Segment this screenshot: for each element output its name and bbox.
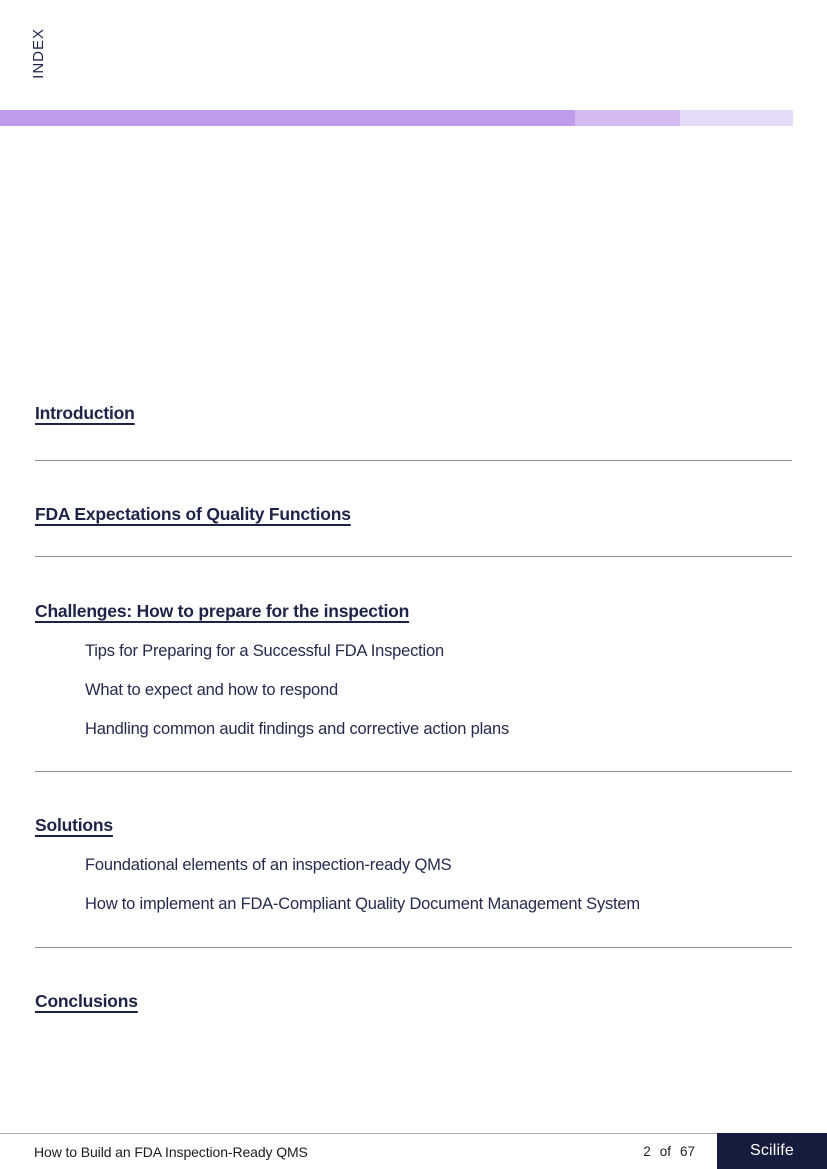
accent-bar-segment-light [680,110,793,126]
accent-bar-segment-medium [575,110,680,126]
toc-subitem-handling-audit-findings[interactable]: Handling common audit findings and corrective action plans [85,720,510,738]
accent-gradient-bar [0,110,827,126]
page-separator: of [659,1144,671,1159]
page-number: 2 [643,1144,651,1159]
page-total: 67 [679,1144,695,1159]
section-divider [35,460,792,461]
toc-link-challenges[interactable]: Challenges: How to prepare for the inspection [35,601,410,621]
index-vertical-label: INDEX [30,28,47,79]
toc-subitem-tips-for-preparing[interactable]: Tips for Preparing for a Successful FDA Inspection [85,642,444,660]
section-divider [35,947,792,948]
footer-divider [0,1133,827,1134]
footer-document-title: How to Build an FDA Inspection-Ready QMS [34,1144,308,1160]
toc-subitem-what-to-expect[interactable]: What to expect and how to respond [85,681,338,699]
scilife-logo-badge[interactable]: Scilife [717,1133,827,1169]
accent-bar-segment-dark [0,110,575,126]
toc-link-fda-expectations[interactable]: FDA Expectations of Quality Functions [35,504,351,524]
toc-link-conclusions[interactable]: Conclusions [35,991,138,1011]
toc-subitem-how-to-implement[interactable]: How to implement an FDA-Compliant Quality Document Management System [85,895,640,913]
toc-subitem-foundational-elements[interactable]: Foundational elements of an inspection-ready QMS [85,856,452,874]
section-divider [35,556,792,557]
toc-link-introduction[interactable]: Introduction [35,403,135,423]
toc-link-solutions[interactable]: Solutions [35,815,113,835]
section-divider [35,771,792,772]
page-indicator [643,1144,695,1159]
